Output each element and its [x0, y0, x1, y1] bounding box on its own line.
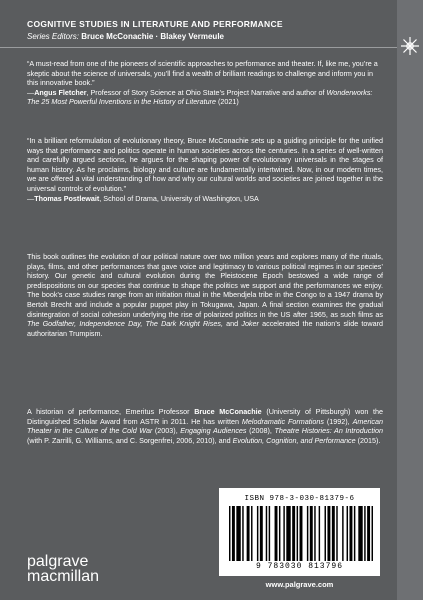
barcode-bar	[279, 506, 280, 561]
barcode-bar	[347, 506, 348, 561]
barcode-bar	[332, 506, 335, 561]
quote-year: (2021)	[215, 97, 239, 107]
description-text: This book outlines the evolution of our political nature over two million years and explores many of the rituals, plays, films, and other performances that gave voice and legitimacy to various political regimes in our species’ history. Our genetic and cultural evolution during the Pleistocene Epoch bestowed a wide range of predispositions on our species that continue to shape the politics we support and the performances we enjoy. The book’s case studies range from an initiation ritual in the Mbendjela tribe in the Congo to a 1947 drama by Bertolt Brecht and include a popular puppet play in Tokugawa, Japan. A final section examines the gradual disintegration of social cohesion underlying the rise of polarized politics in the US after 1965, as such films as	[27, 252, 383, 319]
quote-author: Thomas Postlewait	[34, 193, 100, 203]
bio-text: (1992),	[323, 416, 353, 426]
barcode-bar	[325, 506, 326, 561]
barcode-bar	[364, 506, 365, 561]
quote-affiliation: , Professor of Story Science at Ohio State’s Project Narrative and author of	[86, 87, 327, 97]
barcode-bar	[314, 506, 315, 561]
book-title: Theatre Histories: An Introduction	[274, 426, 383, 436]
series-editors	[27, 32, 224, 41]
publisher-url[interactable]: www.palgrave.com	[265, 580, 334, 589]
barcode-bar	[327, 506, 330, 561]
barcode-bar	[247, 506, 250, 561]
endorsement-postlewait	[27, 136, 383, 203]
isbn-text: ISBN 978-3-030-81379-6	[244, 495, 355, 503]
barcode-bar	[242, 506, 243, 561]
barcode-bar	[319, 506, 320, 561]
barcode-bar	[266, 506, 267, 561]
barcode-bar	[358, 506, 362, 561]
barcode-bar	[354, 506, 355, 561]
barcode-bar	[310, 506, 313, 561]
film-title-joker: Joker	[241, 319, 259, 329]
spine-strip	[397, 0, 423, 600]
asterisk-knot-icon	[400, 36, 420, 56]
barcode-bar	[349, 506, 352, 561]
barcode-bar	[372, 506, 373, 561]
barcode-bar	[297, 506, 298, 561]
quote-attribution	[27, 88, 383, 107]
bio-text: (with P. Zarrilli, G. Williams, and C. Sorgenfrei, 2006, 2010), and	[27, 435, 233, 445]
conjunction: and	[222, 319, 242, 329]
quote-text: “A must-read from one of the pioneers of scientific approaches to performance and theater. If, like me, you’re a skeptic about the science of universals, you’ll find a wealth of brilliant readings to challenge and inform you in this innovative book.”	[27, 59, 378, 88]
barcode-bars	[229, 506, 373, 561]
description-text-end: accelerated the nation’s slide toward authoritarian Trumpism.	[27, 319, 383, 338]
barcode-bar	[269, 506, 270, 561]
logo-line-2: macmillan	[27, 568, 100, 585]
bio-intro: A historian of performance, Emeritus Professor	[27, 407, 195, 416]
author-name: Bruce McConachie	[194, 407, 262, 416]
barcode-bar	[232, 506, 235, 561]
film-titles: The Godfather, Independence Day, The Dark Knight Rises,	[27, 319, 223, 329]
barcode-bar	[307, 506, 308, 561]
barcode-bar	[251, 506, 252, 561]
quote-attribution	[27, 194, 383, 204]
series-title: COGNITIVE STUDIES IN LITERATURE AND PERFORMANCE	[27, 19, 283, 29]
book-title: Engaging Audiences	[180, 426, 247, 436]
barcode-box	[219, 488, 380, 576]
barcode-bar	[336, 506, 337, 561]
barcode-bar	[229, 506, 230, 561]
book-title: American Theater in the Culture of the Cold War	[27, 416, 383, 436]
bio-text: (2003),	[152, 426, 181, 436]
barcode-bar	[283, 506, 284, 561]
bio-text: (University of Pittsburgh) won the Distinguished Scholar Award from ASTR in 2011. He has written	[27, 407, 384, 426]
book-description	[27, 252, 383, 338]
barcode-bar	[300, 506, 303, 561]
book-title: Melodramatic Formations	[241, 416, 324, 426]
author-bio	[27, 407, 383, 445]
editors-names: Bruce McConachie · Blakey Vermeule	[81, 32, 224, 41]
quote-author: Angus Fletcher	[34, 87, 87, 97]
barcode-bar	[275, 506, 278, 561]
editors-label: Series Editors:	[27, 32, 80, 41]
bio-text: (2008),	[246, 426, 275, 436]
barcode-bar	[257, 506, 258, 561]
dash: —	[27, 87, 35, 97]
barcode-digits: 9 783030 813796	[255, 562, 343, 571]
publisher-logo	[27, 554, 99, 584]
endorsement-fletcher	[27, 59, 383, 107]
barcode-bar	[342, 506, 343, 561]
barcode-bar	[367, 506, 370, 561]
dash: —	[27, 193, 35, 203]
divider	[0, 47, 397, 48]
quote-affiliation: , School of Drama, University of Washington, USA	[99, 193, 259, 203]
quote-work: Wonderworks: The 25 Most Powerful Inventions in the History of Literature	[27, 87, 373, 107]
logo-line-1: palgrave	[27, 553, 89, 570]
book-title: Evolution, Cognition, and Performance	[232, 435, 356, 445]
barcode-bar	[236, 506, 240, 561]
bio-text: (2015).	[355, 435, 381, 445]
barcode-bar	[292, 506, 295, 561]
barcode-bar	[286, 506, 290, 561]
quote-text: “In a brilliant reformulation of evolutionary theory, Bruce McConachie sets up a guiding principle for the unified ways that performance and politics operate in human societies across the centuries. In a series of well-written and carefully argued sections, he argues for the shaping power of evolutionary universals in the stages of human history. As he proclaims, biology and culture are fundamentally intertwined. Now, in our modern times, we are offered a vital understanding of how and why our cultural worlds and societies are joined together in the universal controls of evolution.”	[27, 136, 383, 193]
barcode-bar	[260, 506, 263, 561]
